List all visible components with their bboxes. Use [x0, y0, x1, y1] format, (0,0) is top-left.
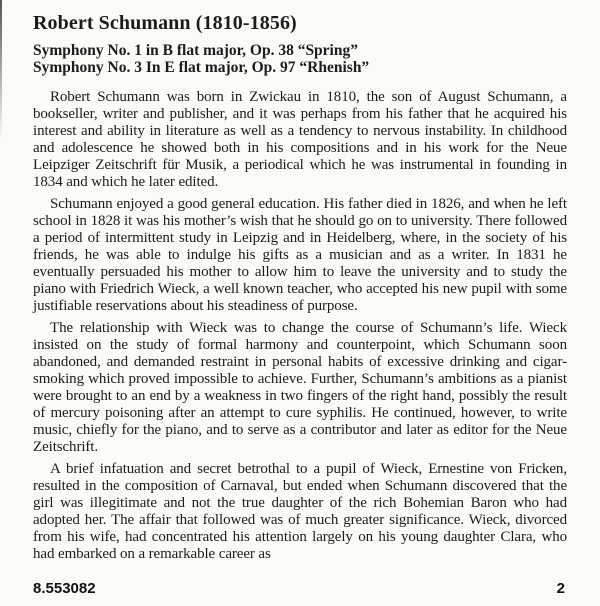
paragraph-wieck-relationship: The relationship with Wieck was to change the course of Schumann’s life. Wieck insisted on the study of formal harmony and counterpoint, which Schumann soon abandoned, and demanded restraint in personal habits of excessive drinking and cigar-smoking which proved impossible to achieve. Further, Schumann’s ambitions as a pianist were brought to an end by a weakness in two fingers of the right hand, possibly the result of mercury poisoning after an attempt to cure syphilis. He continued, however, to write music, chiefly for the piano, and to serve as a contributor and later as editor for the Neue Zeitschrift.: [33, 320, 567, 455]
work-title-symphony-1: Symphony No. 1 in B flat major, Op. 38 “Spring”: [33, 42, 358, 59]
paragraph-ernestine-and-clara: A brief infatuation and secret betrothal to a pupil of Wieck, Ernestine von Fricken, resulted in the composition of Carnaval, but ended when Schumann discovered that the girl was illegitimate and not the true daughter of the rich Bohemian Baron who had adopted her. The affair that followed was of much greater significance. Wieck, divorced from his wife, had concentrated his attention largely on his young daughter Clara, who had embarked on a remarkable career as: [33, 461, 567, 562]
paragraph-birth-and-family: Robert Schumann was born in Zwickau in 1810, the son of August Schumann, a bookseller, writer and publisher, and it was perhaps from his father that he acquired his interest and ability in literature as well as a tendency to nervous instability. In childhood and adolescence he showed both in his compositions and in his work for the Neue Leipziger Zeitschrift für Musik, a periodical which he was instrumental in founding in 1834 and which he later edited.: [33, 89, 567, 190]
page-footer: [33, 580, 567, 597]
composer-title: Robert Schumann (1810-1856): [33, 12, 297, 34]
scan-edge-artifact: [0, 0, 2, 140]
catalog-number: 8.553082: [33, 580, 96, 597]
page-header: [33, 12, 567, 76]
paragraph-education: Schumann enjoyed a good general education. His father died in 1826, and when he left school in 1828 it was his mother’s wish that he should go on to university. There followed a period of intermittent study in Leipzig and in Heidelberg, where, in the society of his friends, he was able to indulge his gifts as a musician and as a writer. In 1831 he eventually persuaded his mother to allow him to leave the university and to study the piano with Friedrich Wieck, a well known teacher, who accepted his new pupil with some justifiable reservations about his steadiness of purpose.: [33, 196, 567, 314]
work-title-symphony-3: Symphony No. 3 In E flat major, Op. 97 “Rhenish”: [33, 59, 370, 76]
liner-notes-text: [33, 89, 567, 563]
page-number: 2: [556, 580, 565, 597]
